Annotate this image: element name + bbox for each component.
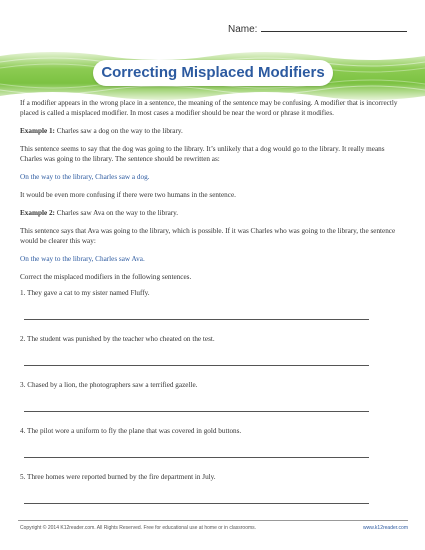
example-1-sentence: Charles saw a dog on the way to the library. bbox=[56, 127, 183, 135]
example-2-rewrite: On the way to the library, Charles saw Ava. bbox=[20, 255, 145, 263]
instructions: Correct the misplaced modifiers in the following sentences. bbox=[20, 273, 192, 281]
name-field bbox=[228, 22, 407, 35]
footer bbox=[20, 525, 408, 531]
answer-line-5[interactable] bbox=[24, 503, 369, 504]
example-1 bbox=[20, 126, 408, 136]
question-5: 5. Three homes were reported burned by the fire department in July. bbox=[20, 473, 216, 481]
question-2: 2. The student was punished by the teacher who cheated on the test. bbox=[20, 335, 215, 343]
question-3: 3. Chased by a lion, the photographers saw a terrified gazelle. bbox=[20, 381, 198, 389]
example-2-label: Example 2: bbox=[20, 209, 55, 217]
worksheet-body bbox=[20, 98, 408, 504]
name-line[interactable] bbox=[261, 22, 407, 32]
name-label: Name: bbox=[228, 24, 258, 35]
example-1-note: It would be even more confusing if there were two humans in the sentence. bbox=[20, 191, 236, 199]
example-1-explanation: This sentence seems to say that the dog was going to the library. It’s unlikely that a dog would go to the library. It really means Charles was going to the library. The sentence should be rewritten as: bbox=[20, 145, 385, 163]
page-title: Correcting Misplaced Modifiers bbox=[93, 60, 333, 86]
footer-divider bbox=[18, 520, 408, 521]
question-4: 4. The pilot wore a uniform to fly the plane that was covered in gold buttons. bbox=[20, 427, 242, 435]
question-1: 1. They gave a cat to my sister named Fluffy. bbox=[20, 289, 150, 297]
footer-copyright: Copyright © 2014 K12reader.com. All Rights Reserved. Free for educational use at home or in classrooms. bbox=[20, 525, 257, 531]
example-2 bbox=[20, 208, 408, 218]
example-2-explanation: This sentence says that Ava was going to the library, which is possible. If it was Charles who was going to the library, the sentence would be clearer this way: bbox=[20, 227, 396, 245]
footer-url[interactable]: www.k12reader.com bbox=[362, 525, 408, 531]
example-1-label: Example 1: bbox=[20, 127, 55, 135]
example-1-rewrite: On the way to the library, Charles saw a dog. bbox=[20, 173, 150, 181]
intro-paragraph: If a modifier appears in the wrong place in a sentence, the meaning of the sentence may be confusing. A modifier that is incorrectly placed is called a misplaced modifier. In most cases a modifier should be near the word or phrase it modifies. bbox=[20, 99, 398, 117]
example-2-sentence: Charles saw Ava on the way to the library. bbox=[56, 209, 179, 217]
